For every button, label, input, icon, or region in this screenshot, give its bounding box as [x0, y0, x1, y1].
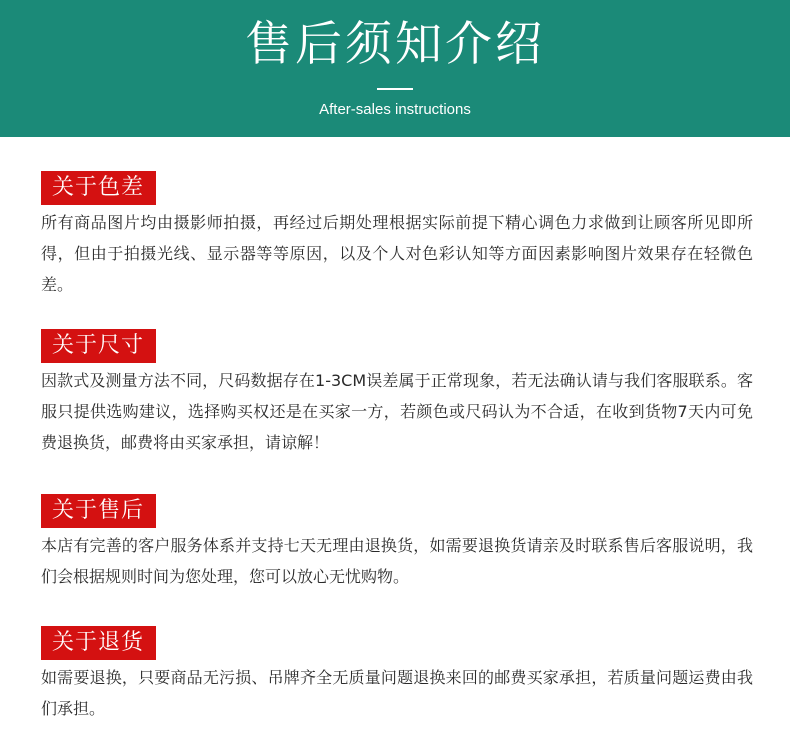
section-text-returns: 如需要退换，只要商品无污损、吊牌齐全无质量问题退换来回的邮费买家承担，若质量问题运费由我们承担。	[41, 668, 753, 718]
section-heading-after-sales: 关于售后	[41, 494, 156, 528]
page-subtitle: After-sales instructions	[319, 101, 471, 118]
section-heading-size: 关于尺寸	[41, 329, 156, 363]
section-after-sales	[41, 494, 761, 592]
section-color-difference	[41, 171, 761, 300]
title-divider	[377, 88, 413, 90]
section-size	[41, 329, 761, 458]
section-text-size: 因款式及测量方法不同，尺码数据存在1-3CM误差属于正常现象，若无法确认请与我们客服联系。客服只提供选购建议，选择购买权还是在买家一方，若颜色或尺码认为不合适，在收到货物7天内可免费退换货，邮费将由买家承担，请谅解！	[41, 371, 753, 452]
section-text-after-sales: 本店有完善的客户服务体系并支持七天无理由退换货，如需要退换货请亲及时联系售后客服说明，我们会根据规则时间为您处理，您可以放心无忧购物。	[41, 536, 753, 586]
section-heading-color-difference: 关于色差	[41, 171, 156, 205]
section-heading-returns: 关于退货	[41, 626, 156, 660]
section-text-color-difference: 所有商品图片均由摄影师拍摄，再经过后期处理根据实际前提下精心调色力求做到让顾客所见即所得，但由于拍摄光线、显示器等等原因，以及个人对色彩认知等方面因素影响图片效果存在轻微色差。	[41, 213, 753, 294]
header-banner	[0, 0, 790, 137]
page-title: 售后须知介绍	[245, 17, 545, 72]
section-returns	[41, 626, 761, 724]
